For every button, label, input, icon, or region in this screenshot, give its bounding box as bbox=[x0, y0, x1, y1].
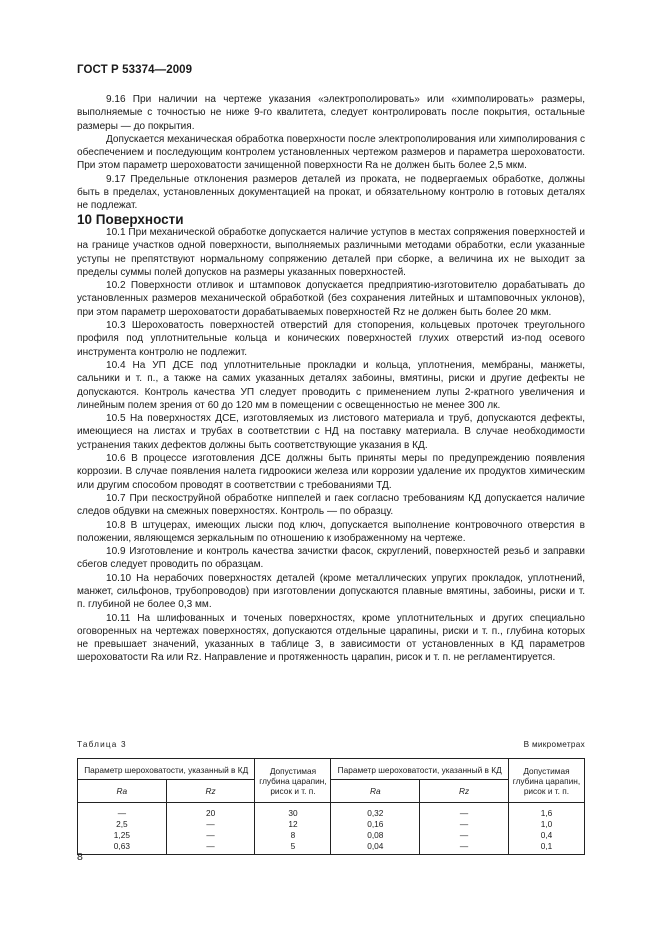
document-header: ГОСТ Р 53374—2009 bbox=[77, 64, 193, 76]
table-cell: 12 bbox=[255, 819, 331, 830]
table-caption-row bbox=[77, 740, 585, 749]
table-caption: Таблица 3 bbox=[77, 740, 127, 749]
table-units: В микрометрах bbox=[523, 740, 585, 749]
table-header-param-left: Параметр шероховатости, указанный в КД bbox=[78, 759, 255, 780]
page-number: 8 bbox=[77, 851, 83, 863]
body-text bbox=[77, 93, 585, 665]
table-cell: 0,1 bbox=[508, 841, 584, 855]
table-cell: 0,08 bbox=[331, 830, 420, 841]
table-row bbox=[78, 830, 585, 841]
paragraph-9-16: 9.16 При наличии на чертеже указания «электрополировать» или «химполировать» размеры, выполняемые с точностью не ниже 9-го квалитета, следует контролировать после покрытия, остальные размеры — до покрытия. bbox=[77, 94, 585, 132]
paragraph-10-3: 10.3 Шероховатость поверхностей отверстий для стопорения, кольцевых проточек треугольного профиля под уплотнительные кольца и конических поверхностей глухих отверстий из-под осевого инструмента контролю не подлежит. bbox=[77, 320, 585, 358]
table-cell: 0,63 bbox=[78, 841, 167, 855]
table-cell: 0,32 bbox=[331, 803, 420, 820]
paragraph-9-16-cont: Допускается механическая обработка поверхности после электрополирования или химполирования с обеспечением и последующим контролем установленных чертежом размеров и параметра шероховатости. При этом параметр шероховатости зачищенной поверхности Ra не должен быть более 2,5 мкм. bbox=[77, 133, 585, 172]
table-cell: 0,04 bbox=[331, 841, 420, 855]
table-header-depth-left: Допустимая глубина царапин, рисок и т. п. bbox=[255, 759, 331, 803]
table-header-param-right: Параметр шероховатости, указанный в КД bbox=[331, 759, 508, 780]
paragraph-10-1: 10.1 При механической обработке допускается наличие уступов в местах сопряжения поверхностей и на границе участков одной поверхности, выполняемых различными методами обработки, если указанные уступы не препятствуют нормальному сопряжению деталей при сборке, а величина их не выходит за пределы суммы полей допусков на размеры указанных поверхностей. bbox=[77, 226, 585, 278]
paragraph-10-7: 10.7 При пескоструйной обработке ниппелей и гаек согласно требованиям КД допускается наличие следов обдувки на смежных поверхностях. Контроль — по образцу. bbox=[77, 492, 585, 518]
table-cell: 1,6 bbox=[508, 803, 584, 820]
section-title: 10 Поверхности bbox=[77, 211, 184, 227]
table-cell: — bbox=[420, 819, 509, 830]
table-subheader-ra-right: Ra bbox=[331, 780, 420, 803]
table-subheader-rz-left: Rz bbox=[166, 780, 255, 803]
paragraph-10-2: 10.2 Поверхности отливок и штамповок допускается предприятию-изготовителю дорабатывать до установленных размеров механической обработкой (без сохранения литейных и штамповочных уклонов), при этом параметр шероховатости дорабатываемых поверхностей Rz не должен быть более 20 мкм. bbox=[77, 280, 585, 318]
paragraph-10-9: 10.9 Изготовление и контроль качества зачистки фасок, скруглений, поверхностей резьб и заправки сбегов следует проводить по образцам. bbox=[77, 546, 585, 571]
table-cell: — bbox=[420, 841, 509, 855]
table-cell: — bbox=[420, 830, 509, 841]
paragraph-10-8: 10.8 В штуцерах, имеющих лыски под ключ, допускается выполнение контровочного отверстия в положении, являющемся зеркальным по отношению к изображенному на чертеже. bbox=[77, 519, 585, 544]
table-subheader-ra-left: Ra bbox=[78, 780, 167, 803]
table-cell: 0,4 bbox=[508, 830, 584, 841]
table-row bbox=[78, 841, 585, 855]
paragraph-10-4: 10.4 На УП ДСЕ под уплотнительные прокладки и кольца, уплотнения, мембраны, манжеты, сальники и т. п., а также на самих указанных деталях забоины, вмятины, риски и другие дефекты не допускаются. Контроль качества УП следует проводить с применением лупы 2-кратного увеличения и линейным полем зрения от 60 до 120 мм в помещении с освещенностью не менее 300 лк. bbox=[77, 359, 585, 411]
table-cell: 2,5 bbox=[78, 819, 167, 830]
table-cell: — bbox=[166, 841, 255, 855]
table-cell: 20 bbox=[166, 803, 255, 820]
table-subheader-rz-right: Rz bbox=[420, 780, 509, 803]
paragraph-10-10: 10.10 На нерабочих поверхностях деталей (кроме металлических упругих прокладок, уплотнений, манжет, сильфонов, трубопроводов) при изготовлении допускаются плавные вмятины, забоины, риски и т. п. глубиной не более 0,3 мм. bbox=[77, 572, 585, 611]
table-cell: 8 bbox=[255, 830, 331, 841]
table-row bbox=[78, 803, 585, 820]
table-cell: — bbox=[166, 830, 255, 841]
paragraph-9-17: 9.17 Предельные отклонения размеров деталей из проката, не подвергаемых обработке, должны быть в пределах, установленных документацией на прокат, и обязательному контролю в готовых деталях не подлежат. bbox=[77, 173, 585, 212]
paragraph-10-11: 10.11 На шлифованных и точеных поверхностях, кроме уплотнительных и других специально оговоренных на чертежах поверхностях, допускаются отдельные царапины, риски и т. п., глубина которых не превышает значений, указанных в таблице 3, в зависимости от установленных в КД параметров шероховатости Ra или Rz. Направление и протяженность царапин, рисок и т. п. не регламентируется. bbox=[77, 612, 585, 664]
table-cell: — bbox=[166, 819, 255, 830]
table-cell: 1,0 bbox=[508, 819, 584, 830]
table-cell: 5 bbox=[255, 841, 331, 855]
table-cell: 1,25 bbox=[78, 830, 167, 841]
table-header-depth-right: Допустимая глубина царапин, рисок и т. п. bbox=[508, 759, 584, 803]
table-cell: 0,16 bbox=[331, 819, 420, 830]
table-cell: 30 bbox=[255, 803, 331, 820]
roughness-table bbox=[77, 758, 585, 855]
table-cell: — bbox=[420, 803, 509, 820]
paragraph-10-5: 10.5 На поверхностях ДСЕ, изготовляемых из листового материала и труб, допускаются дефекты, имеющиеся на листах и трубах в соответствии с НД на поставку материала. В случае необходимости устранения таких дефектов должны быть соответствующие указания в КД. bbox=[77, 413, 585, 451]
paragraph-10-6: 10.6 В процессе изготовления ДСЕ должны быть приняты меры по предупреждению появления коррозии. В случае появления налета гидроокиси железа или коррозии удаление их продуктов химическим или другим способом проводят в соответствии с требованиями ТД. bbox=[77, 453, 585, 491]
table-row bbox=[78, 819, 585, 830]
table-cell: — bbox=[78, 803, 167, 820]
